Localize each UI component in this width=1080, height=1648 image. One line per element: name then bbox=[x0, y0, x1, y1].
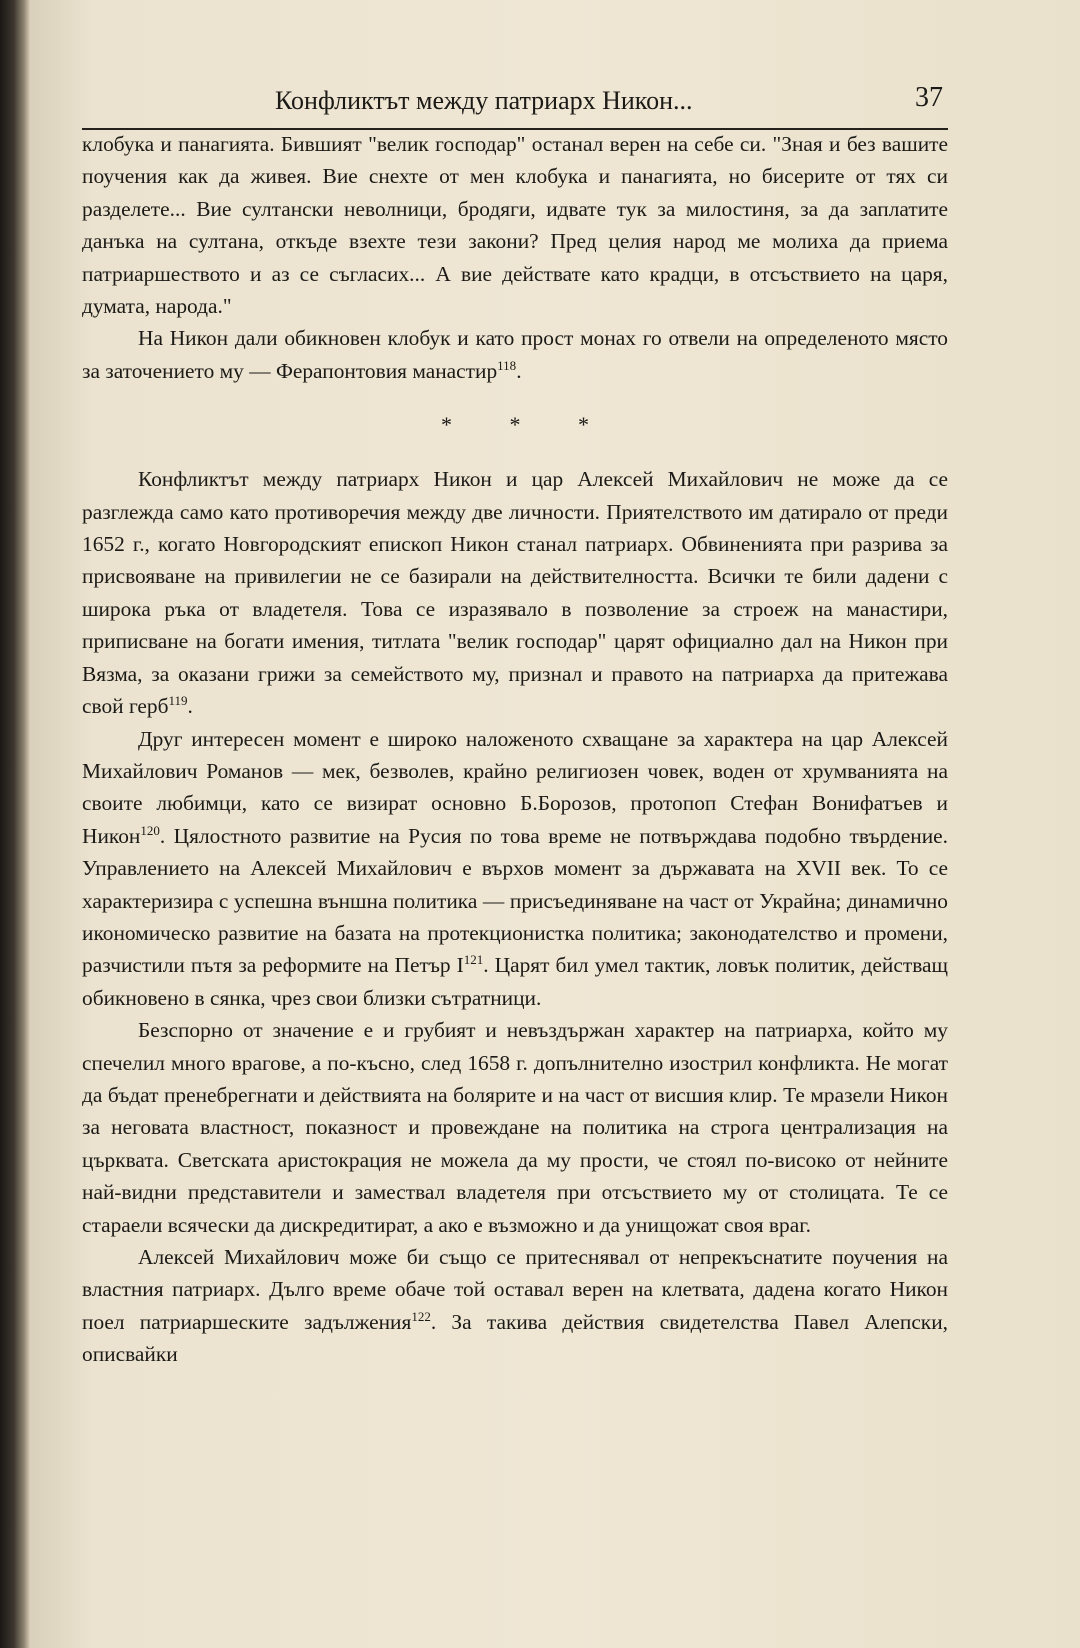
footnote-ref-120: 120 bbox=[140, 822, 160, 838]
footnote-ref-122: 122 bbox=[411, 1308, 431, 1324]
running-header bbox=[85, 76, 945, 126]
footnote-ref-119: 119 bbox=[168, 693, 188, 709]
paragraph-4 bbox=[82, 723, 948, 1015]
paragraph-3-text: Конфликтът между патриарх Никон и цар Алексей Михайлович не може да се разглежда само като противоречия между две личности. Приятелството им датирало от преди 1652 г., когато Новгородският епископ Никон станал патриарх. Обвиненията при разрива за присвояване на привилегии не се базирали на действителността. Всички те били дадени с широка ръка от владетеля. Това се изразявало в позволение за строеж на манастири, приписване на богати имения, титлата "велик господар" царят официално дал на Никон при Вязма, за оказани грижи за семейството му, признал и правото на патриарха да притежава свой герб bbox=[82, 467, 948, 719]
paragraph-3-end: . bbox=[187, 694, 193, 719]
paragraph-2-end: . bbox=[516, 358, 522, 383]
paragraph-6 bbox=[82, 1241, 948, 1371]
paragraph-5-text: Безспорно от значение е и грубият и невъздържан характер на патриарха, който му спечелил много врагове, а по-късно, след 1658 г. допълнително изострил конфликта. Не могат да бъдат пренебрегнати и действията на болярите и на част от висшия клир. Те мразели Никон за неговата властност, показност и провеждане на политика на строга централизация на църквата. Светската аристокрация не можела да му прости, че стоял по-високо от нейните най-видни представители и замествал владетеля при отсъствието му от столицата. Те се стараели всячески да дискредитират, а ако е възможно и да унищожат своя враг. bbox=[82, 1018, 948, 1237]
paragraph-1 bbox=[82, 128, 948, 322]
page-number: 37 bbox=[915, 82, 943, 113]
paragraph-4-end: . Царят бил умел тактик, ловък политик, действащ обикновено в сянка, чрез свои близки сътратници. bbox=[82, 953, 948, 1010]
paragraph-3 bbox=[82, 463, 948, 722]
paragraph-6-end: . За такива действия свидетелства Павел Алепски, описвайки bbox=[82, 1309, 948, 1367]
paragraph-4-text: Друг интересен момент е широко наложеното схващане за характера на цар Алексей Михайлович Романов — мек, безволев, крайно религиозен човек, воден от хрумванията на своите любимци, като се визират основно Б.Борозов, протопоп Стефан Вонифатъев и Никон bbox=[82, 726, 948, 848]
footnote-ref-121: 121 bbox=[463, 952, 484, 968]
paragraph-6-text: Алексей Михайлович може би също се притеснявал от непрекъснатите поучения на властния патриарх. Дълго време обаче той оставал верен на клетвата, дадена когато Никон поел патриаршеските задължения bbox=[82, 1245, 948, 1334]
paragraph-2 bbox=[82, 322, 948, 387]
paragraph-2-text: На Никон дали обикновен клобук и като прост монах го отвели на определеното място за заточението му — Ферапонтовия манастир bbox=[82, 326, 948, 383]
paragraph-1-text: клобука и панагията. Бившият "велик господар" останал верен на себе си. "Зная и без вашите поучения как да живея. Вие снехте от мен клобука и панагията, но бисерите от тях си разделете... Вие султански неволници, бродяги, идвате тук за милостиня, за да заплатите данъка на султана, откъде взехте тези закони? Пред целия народ ме молиха да приема патриаршеството и аз се съгласих... А вие действате като крадци, в отсъствието на царя, думата, народа." bbox=[82, 132, 948, 319]
book-spine-shadow bbox=[0, 0, 30, 1648]
section-separator: * * * bbox=[441, 412, 615, 438]
footnote-ref-118: 118 bbox=[497, 357, 517, 373]
paragraph-5 bbox=[82, 1014, 948, 1241]
paragraph-4-middle: . Цялостното развитие на Русия по това време не потвърждава подобно твърдение. Управлението на Алексей Михайлович е върхов момент за държавата на XVII век. То се характеризира с успешна външна политика — присъединяване на част от Украйна; динамично икономическо развитие на базата на протекционистка политика; законодателство и промени, разчистили пътя за реформите на Петър I bbox=[82, 823, 948, 978]
body-text bbox=[82, 128, 948, 1371]
running-title: Конфликтът между патриарх Никон... bbox=[275, 86, 693, 115]
